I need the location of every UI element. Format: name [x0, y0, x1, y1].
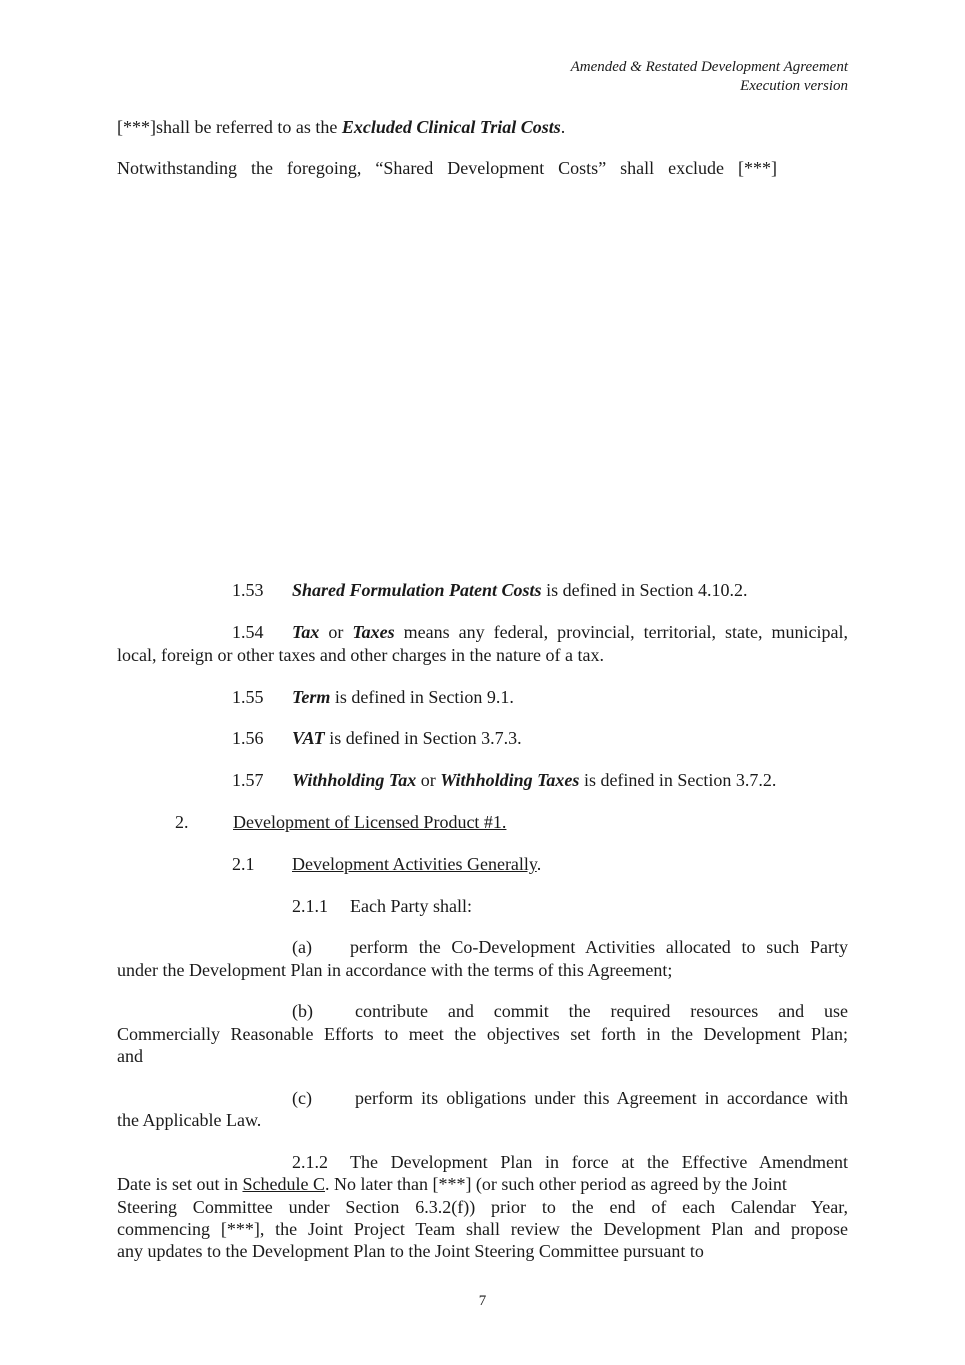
- definition-1-56: VAT is defined in Section 3.7.3.: [292, 728, 522, 748]
- section-2-1-2-line3: Steering Committee under Section 6.3.2(f)) prior to the end of each Calendar Year,: [117, 1197, 848, 1217]
- section-number: 2.: [175, 812, 189, 832]
- page-number: 7: [478, 1293, 487, 1309]
- defined-term: Excluded Clinical Trial Costs: [341, 117, 561, 137]
- item-c-line2: the Applicable Law.: [117, 1110, 262, 1130]
- item-b-line3: and: [117, 1046, 143, 1066]
- item-a-line2: under the Development Plan in accordance with the terms of this Agreement;: [117, 960, 673, 980]
- header-title: Amended & Restated Development Agreement: [570, 59, 848, 75]
- item-c-line1: perform its obligations under this Agreement in accordance with: [355, 1088, 848, 1108]
- definition-1-53: Shared Formulation Patent Costs is defined in Section 4.10.2.: [292, 580, 748, 600]
- item-a-line1: perform the Co-Development Activities allocated to such Party: [350, 937, 848, 957]
- header-version: Execution version: [740, 78, 848, 94]
- section-number: 1.56: [232, 728, 264, 748]
- section-2-1-2-line2: Date is set out in Schedule C. No later than [***] (or such other period as agreed by the Joint: [117, 1174, 787, 1194]
- definition-1-54-line2: local, foreign or other taxes and other charges in the nature of a tax.: [117, 645, 604, 665]
- section-number: 1.57: [232, 770, 264, 790]
- item-b-line2: Commercially Reasonable Efforts to meet the objectives set forth in the Development Plan;: [117, 1024, 848, 1044]
- section-number: 1.55: [232, 687, 264, 707]
- item-label: (b): [292, 1001, 313, 1021]
- section-2-1-2-line1: The Development Plan in force at the Effective Amendment: [350, 1152, 848, 1172]
- item-label: (a): [292, 937, 312, 957]
- definition-1-55: Term is defined in Section 9.1.: [292, 687, 514, 707]
- running-header: [571, 58, 848, 96]
- section-2-heading: Development of Licensed Product #1.: [233, 812, 507, 832]
- section-2-1-heading: Development Activities Generally.: [292, 854, 542, 874]
- excluded-costs-paragraph: [***]shall be referred to as the Excluded Clinical Trial Costs.: [117, 117, 566, 137]
- definition-1-54-line1: Tax or Taxes means any federal, provincial, territorial, state, municipal,: [292, 622, 849, 642]
- definition-1-57: Withholding Tax or Withholding Taxes is defined in Section 3.7.2.: [292, 770, 777, 790]
- item-b-line1: contribute and commit the required resources and use: [355, 1001, 848, 1021]
- section-2-1-2-line4: commencing [***], the Joint Project Team shall review the Development Plan and propose: [117, 1219, 848, 1239]
- notwithstanding-paragraph: Notwithstanding the foregoing, “Shared Development Costs” shall exclude [***]: [117, 158, 777, 178]
- item-label: (c): [292, 1088, 312, 1108]
- section-number: 2.1.1: [292, 896, 328, 916]
- schedule-c-reference: Schedule C: [242, 1174, 325, 1194]
- section-number: 2.1: [232, 854, 255, 874]
- section-number: 1.53: [232, 580, 264, 600]
- section-number: 2.1.2: [292, 1152, 328, 1172]
- section-2-1-2-line5: any updates to the Development Plan to the Joint Steering Committee pursuant to: [117, 1241, 704, 1261]
- section-number: 1.54: [232, 622, 264, 642]
- section-2-1-1-text: Each Party shall:: [350, 896, 472, 916]
